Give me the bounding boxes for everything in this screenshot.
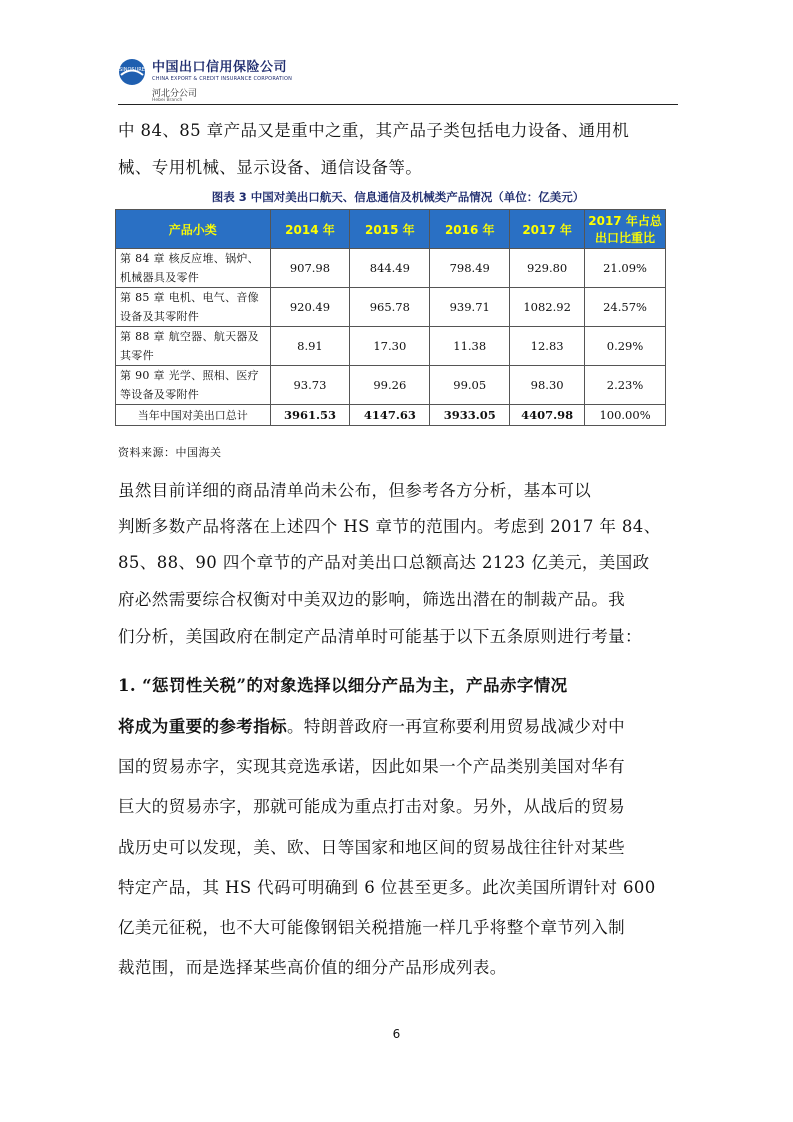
para2-line-4: 府必然需要综合权衡对中美双边的影响，筛选出潜在的制裁产品。我	[118, 590, 625, 609]
cell-2014: 907.98	[270, 249, 350, 288]
page-header	[118, 56, 678, 106]
table-caption: 图表 3 中国对美出口航天、信息通信及机械类产品情况（单位：亿美元）	[211, 190, 585, 204]
para3-line-8: 裁范围，而是选择某些高价值的细分产品形成列表。	[118, 958, 507, 977]
total-label: 当年中国对美出口总计	[116, 405, 271, 426]
table-row	[116, 249, 666, 288]
cell-2014: 8.91	[270, 327, 350, 366]
cell-share: 21.09%	[585, 249, 666, 288]
total-2014: 3961.53	[270, 405, 350, 426]
cell-2016: 11.38	[430, 327, 510, 366]
export-table	[115, 209, 666, 426]
cell-2015: 99.26	[350, 366, 430, 405]
table-row	[116, 288, 666, 327]
table-row	[116, 366, 666, 405]
cell-2016: 99.05	[430, 366, 510, 405]
header-2015: 2015 年	[350, 210, 430, 249]
cell-share: 0.29%	[585, 327, 666, 366]
para3-line-3: 国的贸易赤字，实现其竞选承诺，因此如果一个产品类别美国对华有	[118, 757, 625, 776]
cell-2016: 798.49	[430, 249, 510, 288]
row-name: 第 90 章 光学、照相、医疗等设备及零附件	[116, 366, 271, 405]
total-2016: 3933.05	[430, 405, 510, 426]
cell-2017: 929.80	[510, 249, 585, 288]
cell-2017: 1082.92	[510, 288, 585, 327]
table-source: 资料来源：中国海关	[118, 446, 222, 459]
branch-name-en: Hebei Branch	[152, 98, 183, 103]
header-divider	[118, 104, 678, 105]
table-header-row	[116, 210, 666, 249]
para3-line-2	[118, 717, 678, 737]
para3-line-7: 亿美元征税，也不大可能像钢铝关税措施一样几乎将整个章节列入制	[118, 918, 625, 937]
row-name: 第 85 章 电机、电气、音像设备及其零附件	[116, 288, 271, 327]
cell-share: 2.23%	[585, 366, 666, 405]
para2-line-3: 85、88、90 四个章节的产品对美出口总额高达 2123 亿美元，美国政	[118, 553, 650, 572]
para3-line-6: 特定产品，其 HS 代码可明确到 6 位甚至更多。此次美国所谓针对 600	[118, 878, 656, 897]
cell-share: 24.57%	[585, 288, 666, 327]
total-2017: 4407.98	[510, 405, 585, 426]
row-name: 第 84 章 核反应堆、锅炉、机械器具及零件	[116, 249, 271, 288]
para2-line-5: 们分析，美国政府在制定产品清单时可能基于以下五条原则进行考量：	[118, 627, 642, 646]
header-share	[585, 210, 666, 249]
cell-2015: 17.30	[350, 327, 430, 366]
total-share: 100.00%	[585, 405, 666, 426]
para3-heading-line: 1. “惩罚性关税”的对象选择以细分产品为主，产品赤字情况	[118, 676, 568, 695]
branch-name-cn: 河北分公司	[152, 89, 198, 99]
sinosure-logo-icon	[118, 58, 146, 86]
cell-2015: 965.78	[350, 288, 430, 327]
cell-2015: 844.49	[350, 249, 430, 288]
page-number: 6	[392, 1027, 401, 1041]
header-share-line-2: 出口比重比	[595, 231, 656, 245]
header-2017: 2017 年	[510, 210, 585, 249]
para3-line-5: 战历史可以发现，美、欧、日等国家和地区间的贸易战往往针对某些	[118, 838, 625, 857]
table-total-row	[116, 405, 666, 426]
cell-2014: 920.49	[270, 288, 350, 327]
cell-2016: 939.71	[430, 288, 510, 327]
table-row	[116, 327, 666, 366]
para3-bold-lead: 将成为重要的参考指标	[118, 717, 287, 736]
cell-2017: 12.83	[510, 327, 585, 366]
cell-2014: 93.73	[270, 366, 350, 405]
header-2014: 2014 年	[270, 210, 350, 249]
total-2015: 4147.63	[350, 405, 430, 426]
header-2016: 2016 年	[430, 210, 510, 249]
header-share-line-1: 2017 年占总	[588, 214, 662, 228]
company-name-cn: 中国出口信用保险公司	[152, 60, 288, 75]
para3-line-2-rest: 。特朗普政府一再宣称要利用贸易战减少对中	[287, 717, 625, 736]
company-name	[152, 56, 292, 82]
logo-mark-text: SINOSURE	[119, 67, 145, 73]
para3-line-4: 巨大的贸易赤字，那就可能成为重点打击对象。另外，从战后的贸易	[118, 797, 625, 816]
row-name: 第 88 章 航空器、航天器及其零件	[116, 327, 271, 366]
company-name-en: CHINA EXPORT & CREDIT INSURANCE CORPORATION	[152, 76, 293, 82]
intro-line-1: 中 84、85 章产品又是重中之重，其产品子类包括电力设备、通用机	[118, 121, 630, 140]
header-category: 产品小类	[116, 210, 271, 249]
para2-line-1: 虽然目前详细的商品清单尚未公布，但参考各方分析，基本可以	[118, 481, 592, 500]
cell-2017: 98.30	[510, 366, 585, 405]
intro-line-2: 械、专用机械、显示设备、通信设备等。	[118, 158, 423, 177]
para2-line-2: 判断多数产品将落在上述四个 HS 章节的范围内。考虑到 2017 年 84、	[118, 517, 661, 536]
